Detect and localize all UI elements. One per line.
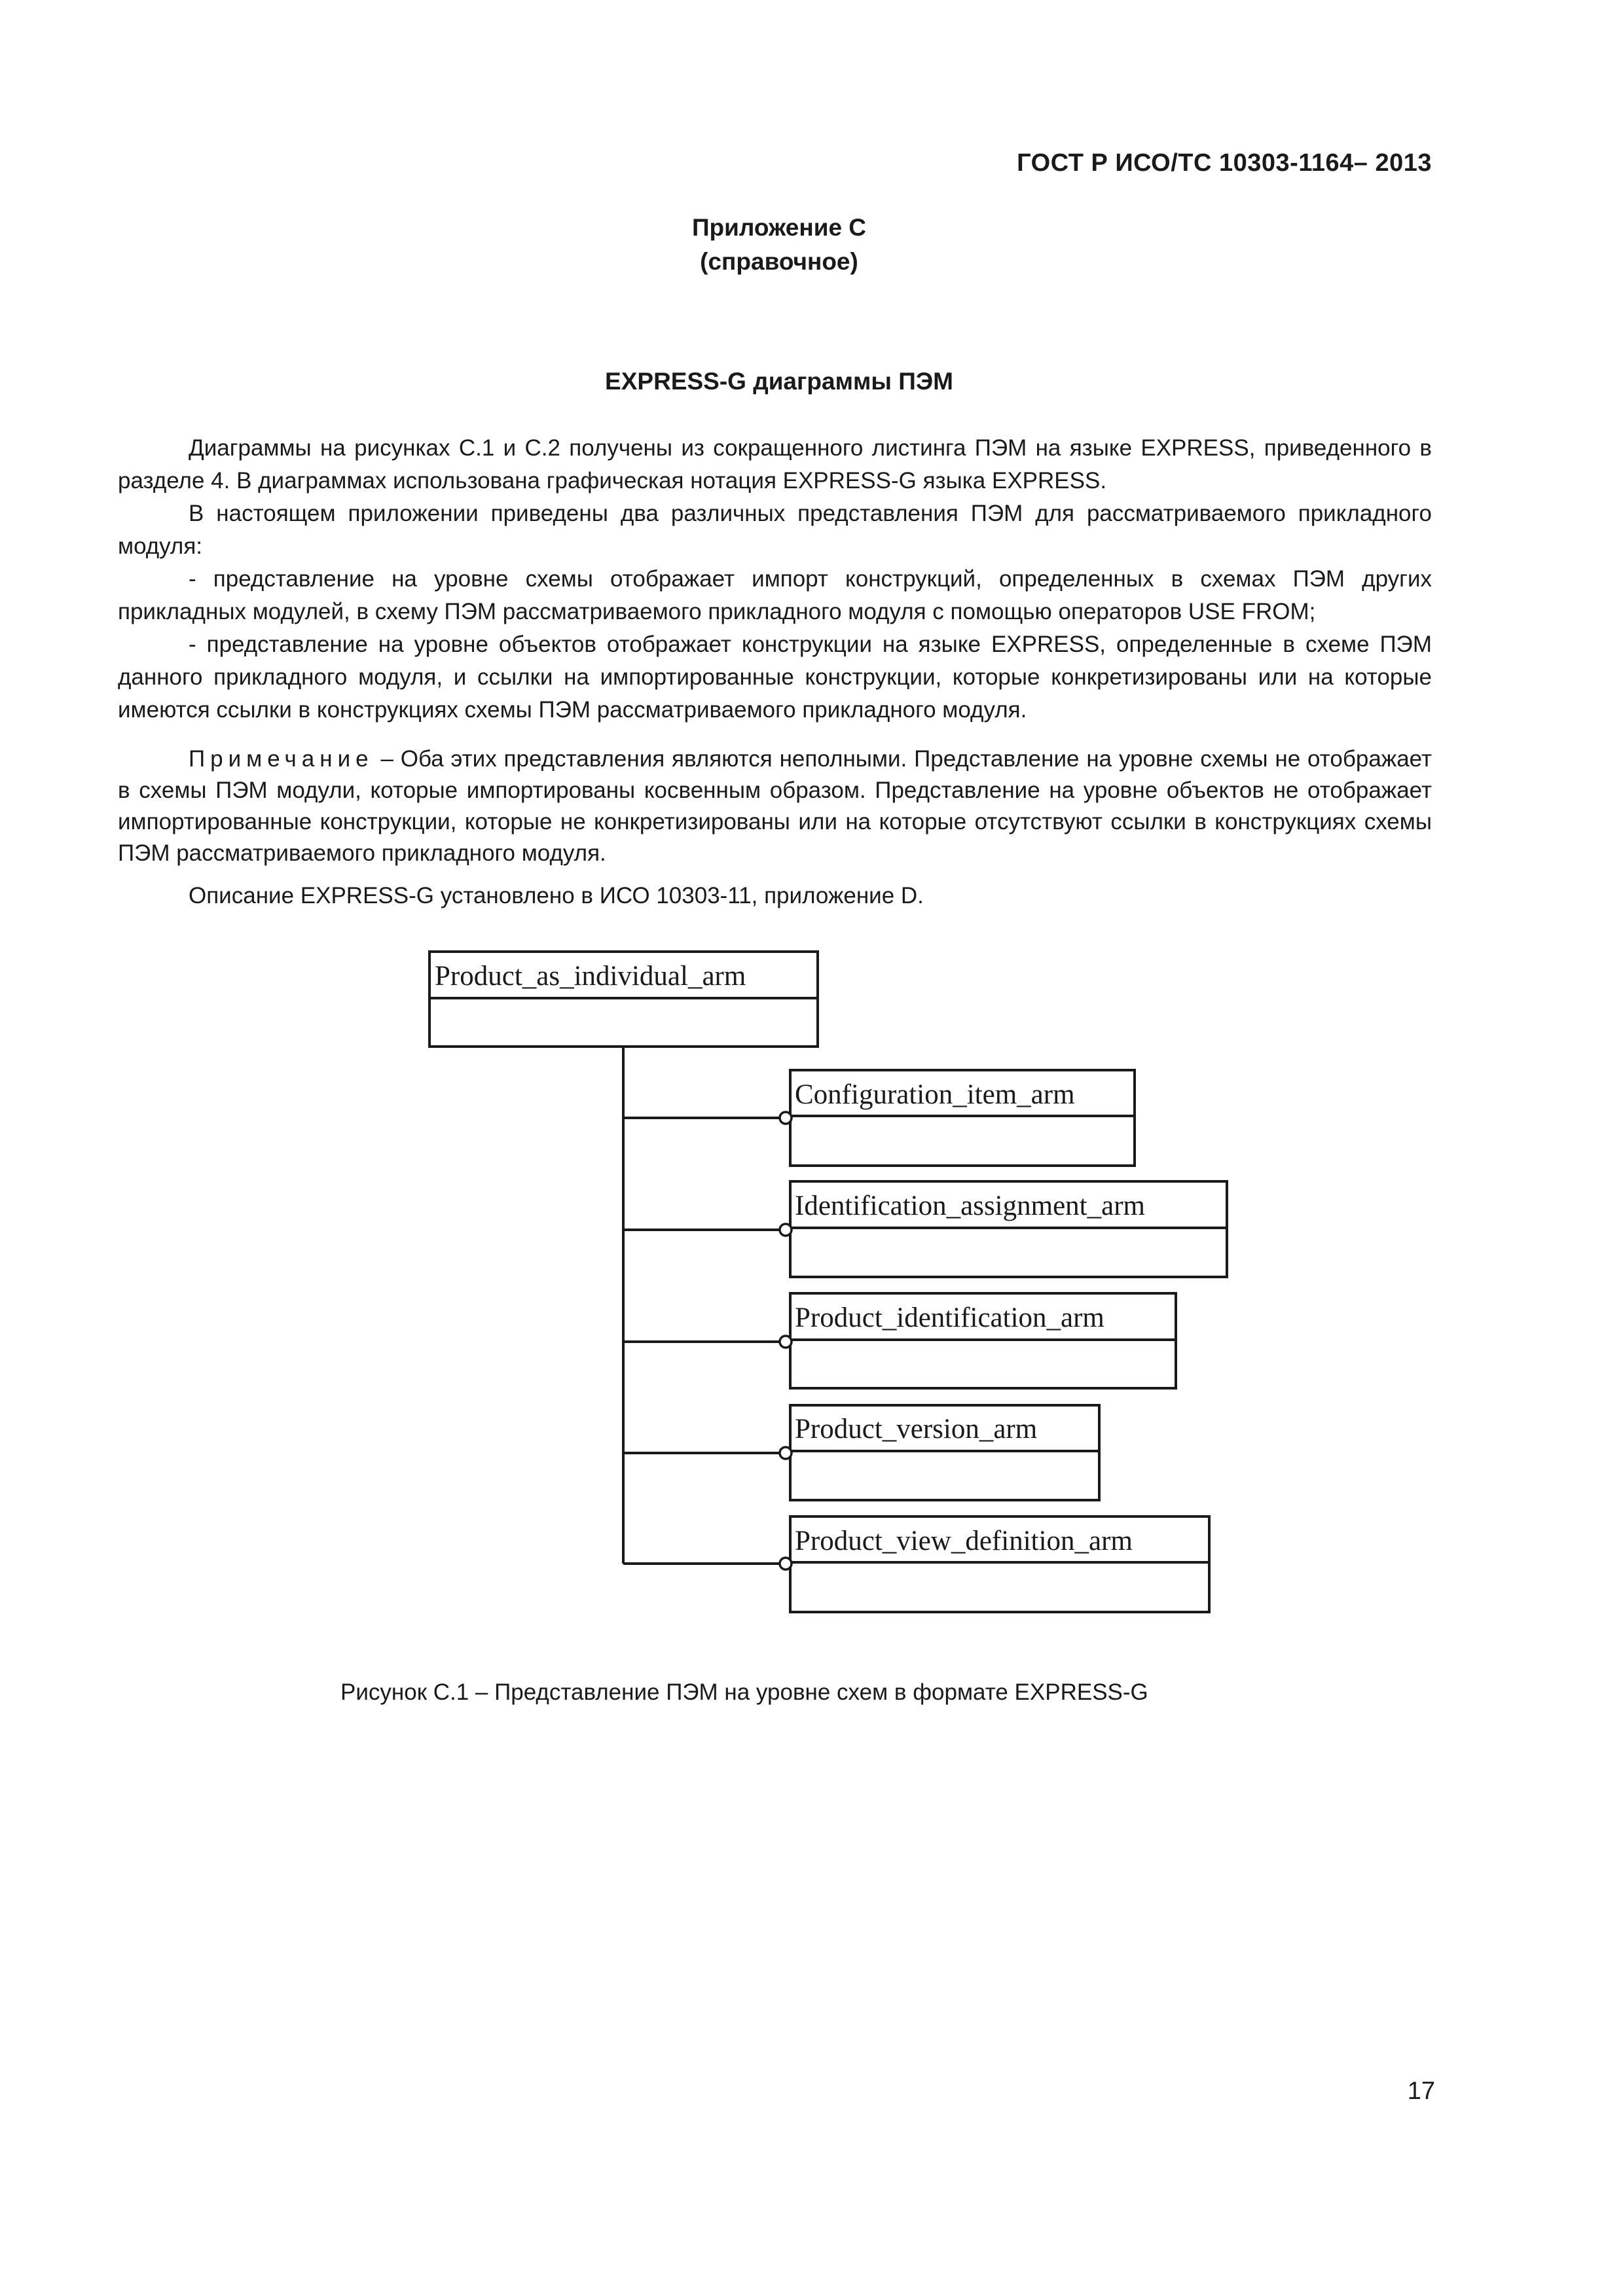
note-text: – Оба этих представления являются неполными. Представление на уровне схемы не отображает в схемы ПЭМ модули, которые импортированы косвенным образом. Представление на уровне объектов не отображает импортированные конструкции, которые не конкретизированы или на которые отсутствуют ссылки в конструкциях схемы ПЭМ рассматриваемого прикладного модуля. — [118, 746, 1432, 866]
relationship-circle-4 — [780, 1447, 792, 1459]
child-entity-label-1: Configuration_item_arm — [795, 1079, 1075, 1110]
express-reference-text: Описание EXPRESS-G установлено в ИСО 10303-11, приложение D. — [189, 883, 924, 908]
annex-kind: (справочное) — [700, 248, 858, 275]
child-entity-label-3: Product_identification_arm — [795, 1302, 1104, 1333]
child-entity-label-2: Identification_assignment_arm — [795, 1191, 1145, 1221]
figure-caption: Рисунок С.1 – Представление ПЭМ на уровне схем в формате EXPRESS-G — [340, 1679, 1148, 1705]
relationship-circle-2 — [780, 1224, 792, 1236]
page-number: 17 — [1407, 2077, 1435, 2105]
list-item-object-level: - представление на уровне объектов отображает конструкции на языке EXPRESS, определенные в схеме ПЭМ данного прикладного модуля, и ссылки на импортированные конструкции, которые конкретизированы или на которые имеются ссылки в конструкциях схемы ПЭМ рассматриваемого прикладного модуля. — [118, 632, 1432, 723]
relationship-circle-1 — [780, 1112, 792, 1124]
root-entity-label: Product_as_individual_arm — [435, 961, 746, 992]
list-item-schema-level: - представление на уровне схемы отображает импорт конструкций, определенных в схемах ПЭМ других прикладных модулей, в схему ПЭМ рассматриваемого прикладного модуля с помощью операторов USE FROM; — [118, 566, 1432, 624]
section-title: EXPRESS-G диаграммы ПЭМ — [605, 368, 953, 395]
relationship-circle-5 — [780, 1558, 792, 1570]
annex-title: Приложение С — [691, 214, 867, 241]
relationship-circle-3 — [780, 1336, 792, 1348]
child-entity-label-4: Product_version_arm — [795, 1414, 1038, 1444]
document-code: ГОСТ Р ИСО/ТС 10303-1164– 2013 — [1017, 149, 1432, 177]
note-label: Примечание — [189, 746, 374, 772]
paragraph-1: Диаграммы на рисунках С.1 и С.2 получены из сокращенного листинга ПЭМ на языке EXPRESS, приведенного в разделе 4. В диаграммах использована графическая нотация EXPRESS-G языка EXPRESS. — [118, 435, 1432, 493]
child-entity-label-5: Product_view_definition_arm — [795, 1526, 1133, 1556]
paragraph-2: В настоящем приложении приведены два различных представления ПЭМ для рассматриваемого прикладного модуля: — [118, 501, 1432, 559]
